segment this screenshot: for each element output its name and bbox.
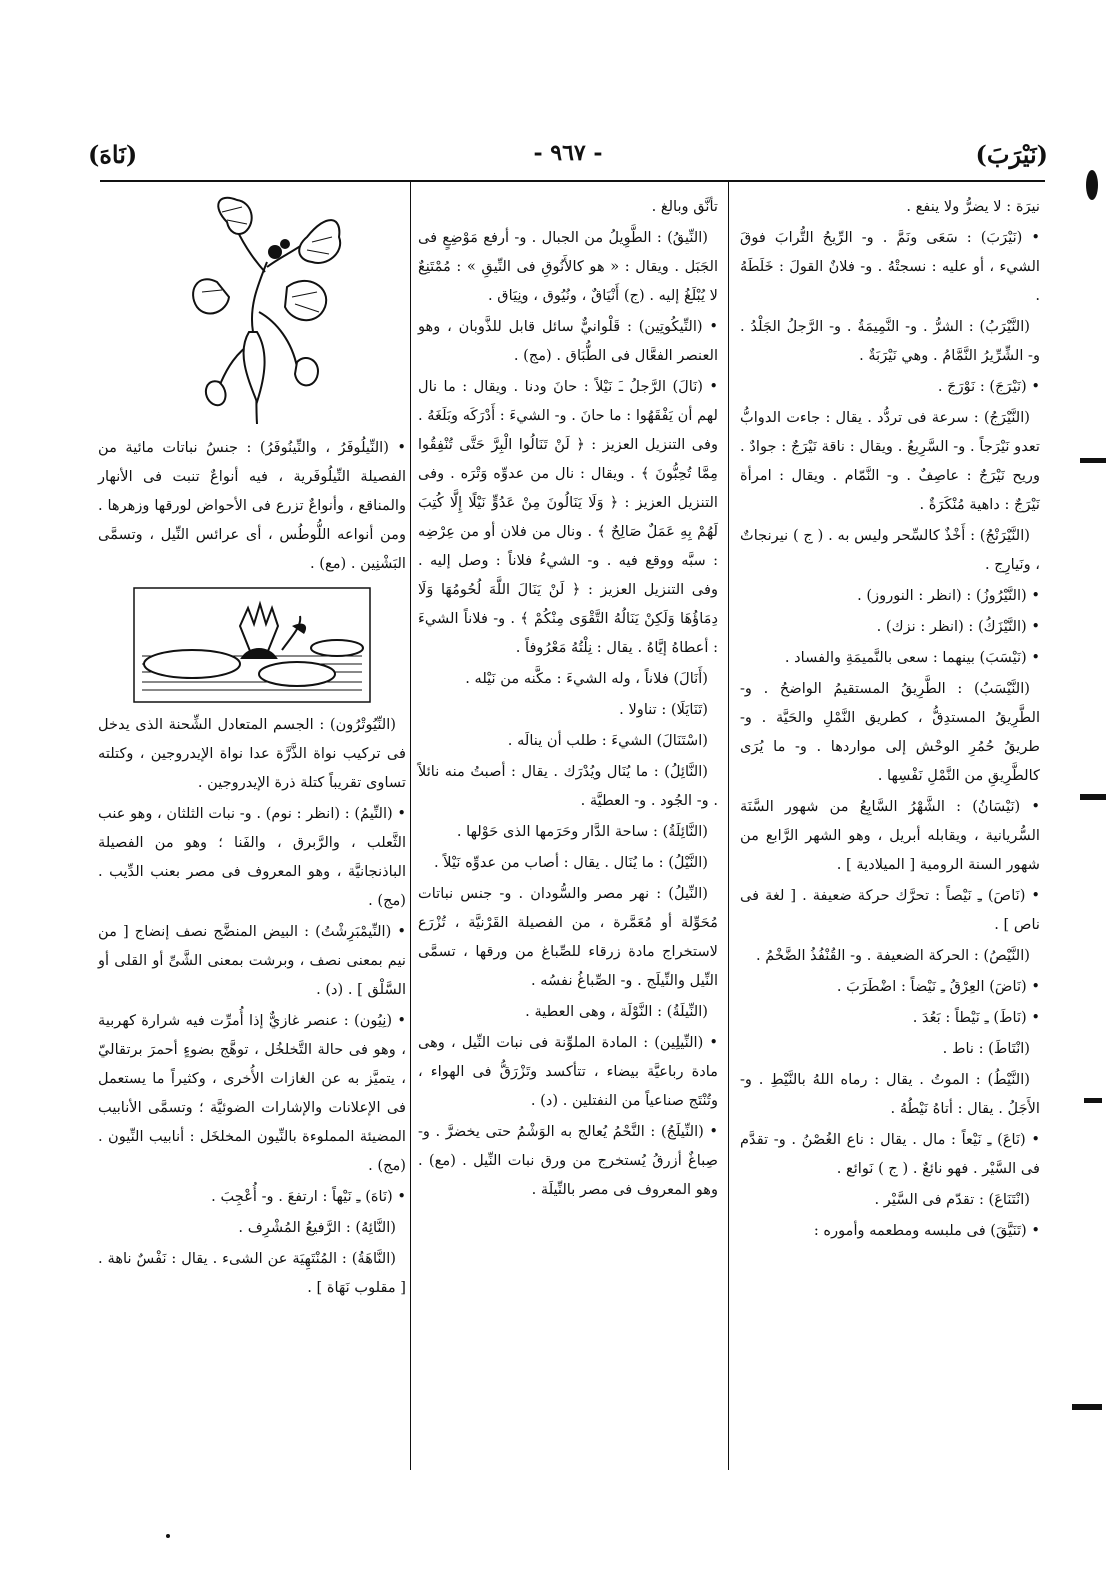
- entry: • (نَيْسَانُ) : الشَّهْرُ السَّابِعُ من شهور السَّنَة السُّريانية ، ويقابله أبريل ، وهو الشهر الرَّابع من شهور السنة الرومية [ الميلادية ] .: [740, 798, 1040, 873]
- page-number: - ٩٦٧ -: [533, 140, 603, 166]
- left-guide-word: (نَاهَ): [88, 140, 138, 169]
- entry: (النَّائِلُ) : ما يُنَال ويُدْرَك . يقال : أصبتُ منه نائلاً . و- الجُود . و- العطيَّة .: [418, 763, 718, 809]
- entry: • (نَاعَ) ـِ نَيْعاً : مال . يقال : ناع الغُصْنُ . و- تقدَّم فى السَّيْر . فهو نائعٌ . ( ج ) نَوائع .: [740, 1131, 1040, 1177]
- entry: (النَّيْطُ) : الموتُ . يقال : رماه اللهُ بالنَّيْطِ . و- الأَجَلُ . يقال : أتاهُ نَيْطُهُ .: [740, 1071, 1040, 1117]
- entry: • (نَاصَ) ـِ نَيْصاً : تحرَّك حركة ضعيفة . [ لغة فى ناص ] .: [740, 887, 1040, 933]
- entry: (أَنَالَ) فلاناً ، وله الشيءَ : مكَّنه من نَيْله .: [465, 670, 708, 687]
- margin-mark: [1080, 794, 1106, 800]
- entry: (النَّيْرَبُ) : الشرُّ . و- النَّمِيمَةُ . و- الرَّجلُ الجَلْدُ . و- الشِّرِّيرُ النَّمَّامُ . وهي نَيْرَبَةٌ .: [740, 318, 1040, 364]
- entry: • (النِّيكُوتِين) : قَلْوانيٌّ سائل قابل للذَّوبان ، وهو العنصر الفعَّال فى الطُّبَاق . (مج) .: [418, 318, 718, 364]
- entry: • (النِّيلَجُ) : النَّحْمُ يُعالج به الوَشْمُ حتى يخضرَّ . و- صِباغٌ أزرقُ يُستخرج من ورق نبات النِّيل . (مع) . وهو المعروف فى مصر بالنِّيلَة .: [418, 1123, 718, 1198]
- entry: • (نَيْسَبَ) بينهما : سعى بالنَّميمَةِ والفساد .: [784, 649, 1040, 666]
- margin-mark: [1080, 458, 1106, 463]
- margin-mark: [1084, 1098, 1102, 1103]
- entry: (النِّيلُ) : نهر مصر والسُّودان . و- جنس نباتات مُحَوِّلة أو مُعَمَّرة ، من الفصيلة القَرْنيَّة ، تُزْرَع لاستخراج مادة زرقاء للصِّباغ من ورقها ، تسمَّى النِّيل والنِّيلَج . و- الصِّباغُ نفسُه .: [418, 885, 718, 989]
- entry: • (النَّيْزَكُ) : (انظر : نزك) .: [876, 618, 1040, 635]
- entry: • (نِيُون) : عنصر غازيٌّ إذا أُمرِّت فيه شرارة كهربية ، وهو فى حالة التَّخلخُل ، توهَّج بضوءٍ أحمرَ برتقاليّ ، يتميَّز به عن الغازات الأُخرى ، وكثيراً ما يستعمل فى الإعلانات والإشارات الضوئيَّة ؛ وتسمَّى الأنابيب المضيئة المملوءة بالنِّيون المخلخَل : أنابيب النِّيون . (مج) .: [98, 1012, 406, 1174]
- entry: • (النَّيْرُوزُ) : (انظر : النوروز) .: [857, 587, 1040, 604]
- entry: • (تَنَيَّقَ) فى ملبسه ومطعمه وأموره :: [813, 1222, 1040, 1239]
- entry: • (النِّيلِين) : المادة الملوِّنة فى نبات النِّيل ، وهى مادة رباعيَّة بيضاء ، تتأكسد وتَزْرَقُّ فى الهواء ، وتُنْتَج صناعياً من النفتلين . (د) .: [418, 1034, 718, 1109]
- margin-mark: [166, 1534, 170, 1538]
- entry: (النَّيْصُ) : الحركة الضعيفة . و- القُنْفُذُ الضَّخْمُ .: [755, 947, 1030, 964]
- column-middle: [418, 192, 718, 1206]
- entry: (النَّاهَةُ) : المُنْتَهِيَة عن الشىء . يقال : نَفْسٌ ناهة . [ مقلوب نَهَاة ] .: [98, 1250, 406, 1296]
- water-lily-illustration: [132, 586, 372, 704]
- column-divider-left: [410, 180, 411, 1470]
- entry: (النَّائِهُ) : الرَّفيعُ المُشْرِف .: [238, 1219, 396, 1236]
- entry: • (نَاطَ) ـِ نَيْطاً : بَعُدَ .: [912, 1009, 1040, 1026]
- entry: (تَنَايَلَا) : تناولا .: [619, 701, 708, 718]
- entry: • (النِّيلُوفَرُ ، والنِّينُوفَرُ) : جنسُ نباتات مائية من الفصيلة النِّيلُوفَرية ، فيه أنواعٌ تنبت فى الأنهار والمناقع ، وأنواعٌ تزرع فى الأحواض لورقها وزهرها . ومن أنواعه اللُّوطُس ، أى عرائس النِّيل ، وتسمَّى البَشْنِين . (مع) .: [98, 439, 406, 572]
- entry: (النِّيُوتْرُون) : الجسم المتعادل الشِّحنة الذى يدخل فى تركيب نواة الذَّرَّة عدا نواة الإيدروجين ، وكتلته تساوى تقريباً كتلة ذرة الإيدروجين .: [98, 716, 406, 791]
- entry: • (نَاضَ) العِرْقُ ـِ نَيْضاً : اضْطَرَبَ .: [836, 978, 1040, 995]
- column-right: [740, 192, 1040, 1247]
- entry: (النَّيْرَجُ) : سرعة فى تردُّد . يقال : جاءت الدوابُّ تعدو نَيْرَجاً . و- السَّرِيعُ . ويقال : ناقة نَيْرَجٌ : جوادٌ . وريح نَيْرَجٌ : عاصِفٌ . و- النَّمّام . ويقال : امرأة نَيْرَجٌ : داهية مُنْكَرَةٌ .: [740, 409, 1040, 513]
- entry: (النَّيْسَبُ) : الطَّرِيقُ المستقيمُ الواضحُ . و- الطَّرِيقُ المستدِقُّ ، كطريق النَّمْلِ والحَيَّة . و- طريقُ حُمُرِ الوحْش إلى مواردها . و- ما يُرَى كالطَّرِيقِ من النَّمْلِ نَفْسِها .: [740, 680, 1040, 784]
- entry: (النَّيْلُ) : ما يُنَال . يقال : أصاب من عدوِّه نَيْلاً .: [434, 854, 708, 871]
- entry: • (نَالَ) الرَّجلُ ـَ نَيْلاً : حانَ ودنا . ويقال : ما نال لهم أن يَفْقَهُوا : ما حانَ . و- الشيءَ : أَدْرَكَه وبَلَغَهُ . وفى التنزيل العزيز : ﴿ لَنْ تَنَالُوا الْبِرَّ حَتَّى تُنْفِقُوا مِمَّا تُحِبُّونَ ﴾ . ويقال : نال من عدوِّه وَتْرَه . وفى التنزيل العزيز : ﴿ وَلَا يَنَالُونَ مِنْ عَدُوٍّ نَيْلًا إِلَّا كُتِبَ لَهُمْ بِهِ عَمَلٌ صَالِحٌ ﴾ . ونال من فلان أو من عِرْضِه : سبَّه ووقع فيه . و- الشيءُ فلاناً : وصل إليه . وفى التنزيل العزيز : ﴿ لَنْ يَنَالَ اللَّهَ لُحُومُهَا وَلَا دِمَاؤُهَا وَلَكِنْ يَنَالُهُ التَّقْوَى مِنْكُمْ ﴾ . و- فلاناً الشيءَ : أعطاهُ إيَّاهُ . يقال : نِلْتُهُ مَعْرُوفاً .: [418, 378, 718, 656]
- entry: • (نَيْرَجَ) : نَوْرَجَ .: [937, 378, 1040, 395]
- entry: • (النِّيمُ) : (انظر : نوم) . و- نبات الثلثان ، وهو عنب الثَّعلب ، والرَّبرق ، والفَنا ؛ وهو من الفصيلة الباذنجانيَّة ، وهو المعروف فى مصر بعنب الدِّيب . (مج) .: [98, 805, 406, 909]
- right-guide-word: (نَيْرَبَ): [975, 140, 1048, 169]
- entry: (اسْتَنَالَ) الشيءَ : طلب أن ينالَه .: [507, 732, 708, 749]
- margin-mark: [1086, 170, 1098, 200]
- column-left: [98, 192, 406, 1304]
- plant-illustration: [157, 192, 347, 427]
- column-divider-right: [728, 180, 729, 1470]
- page-header: [88, 140, 1048, 180]
- entry: نيرَة : لا يضرُّ ولا ينفع .: [906, 198, 1040, 215]
- entry: • (النِّيمْبَرِشْتُ) : البيض المنضَّج نصف إنضاج [ من نيم بمعنى نصف ، وبرشت بمعنى الشَّىِّ أو القلى أو السَّلْق ] . (د) .: [98, 923, 406, 998]
- entry: تأنَّق وبالغ .: [651, 198, 718, 215]
- entry: (النَّائِلَةُ) : ساحة الدَّار وحَرَمها الذى حَوْلها .: [456, 823, 708, 840]
- entry: (انْتَنَاعَ) : تقدّم فى السَّيْر .: [874, 1191, 1030, 1208]
- header-rule: [100, 180, 1045, 182]
- entry: (النِّيلَةُ) : النَّوْلَة ، وهى العطية .: [525, 1003, 708, 1020]
- entry: (النَّيْرَنْجُ) : أَخْذٌ كالسِّحر وليس به . ( ج ) نيرنجاتٌ ، ونَيارِج .: [740, 527, 1040, 573]
- entry: • (نَاهَ) ـِ نَيْهاً : ارتفعَ . و- أُعْجِبَ .: [211, 1188, 406, 1205]
- entry: (انْتَاطَ) : ناط .: [942, 1040, 1030, 1057]
- entry: • (نَيْرَبَ) : سَعَى ونَمَّ . و- الرِّيحُ التُّرابَ فوقَ الشيء ، أو عليه : نسجتْهُ . و- فلانٌ القولَ : خَلَطَهُ .: [740, 229, 1040, 304]
- margin-mark: [1072, 1404, 1102, 1410]
- entry: (النِّيقُ) : الطَّوِيلُ من الجبال . و- أرفع مَوْضِعٍ فى الجَبَل . ويقال : « هو كالأَنُوقِ فى النِّيقِ » : مُمْتَنِعٌ لا يُبْلَغُ إليه . (ج) أَنْيَاقٌ ، ونُيُوق ، ونِيَاق .: [418, 229, 718, 304]
